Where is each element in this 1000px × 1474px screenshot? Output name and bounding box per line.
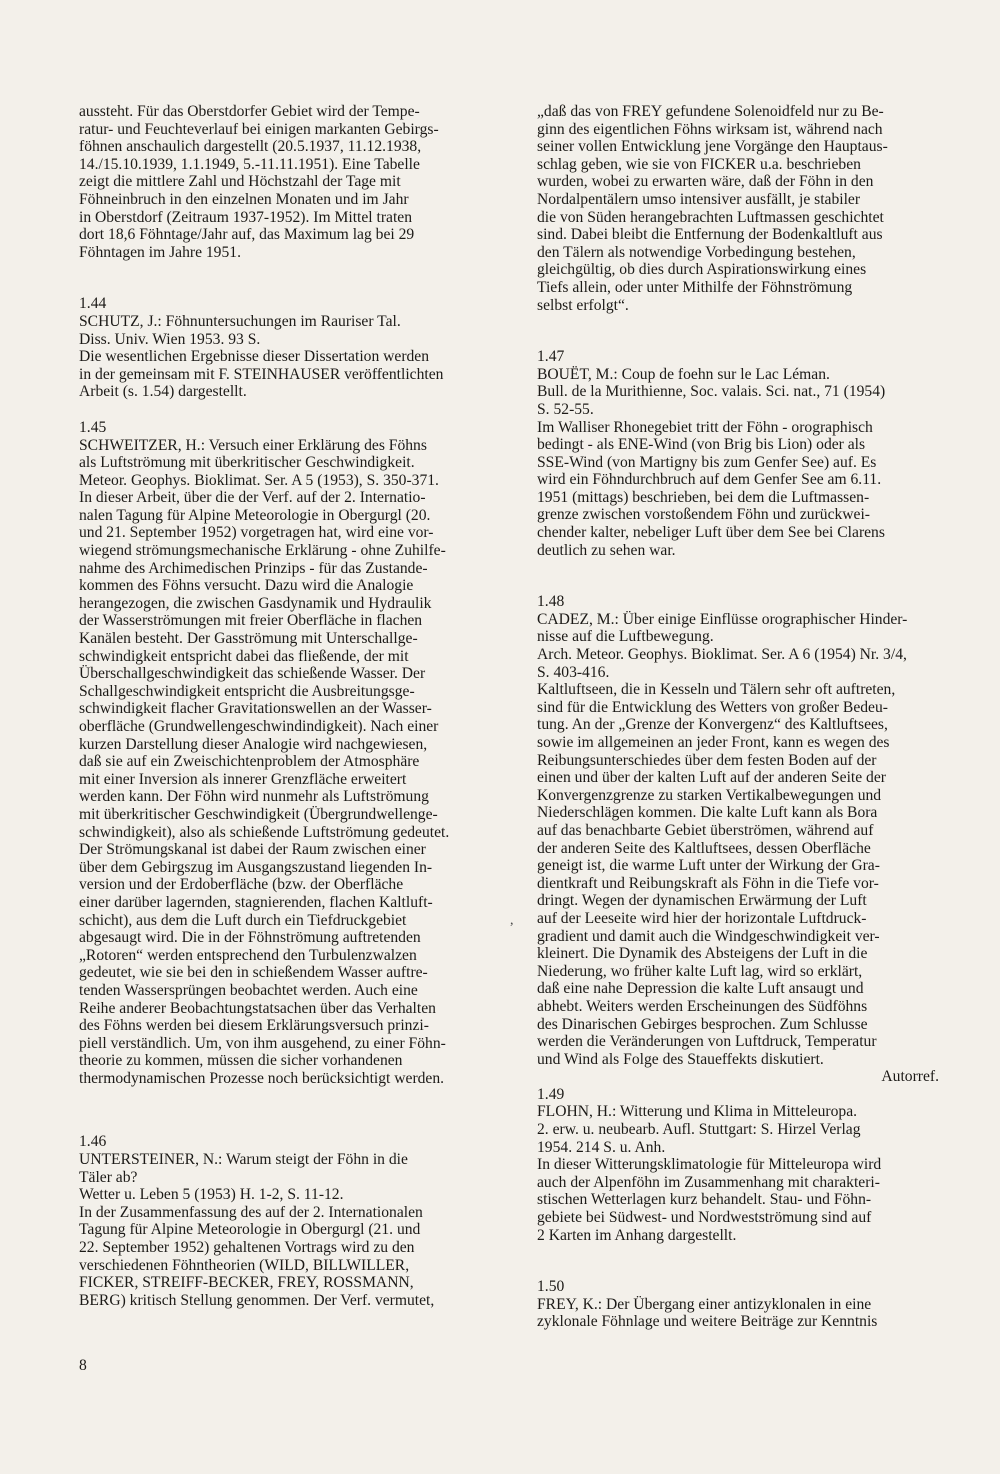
text-line: daß sie auf ein Zweischichtenproblem der Atmosphäre xyxy=(79,753,420,771)
text-line: nalen Tagung für Alpine Meteorologie in Obergurgl (20. xyxy=(79,506,431,524)
text-line: dientkraft und Reibungskraft als Föhn in die Tiefe vor- xyxy=(537,874,879,892)
text-line: einen und über der kalten Luft auf der anderen Seite der xyxy=(537,769,886,787)
text-line: Diss. Univ. Wien 1953. 93 S. xyxy=(79,330,261,348)
text-line: geneigt ist, die warme Luft unter der Wirkung der Gra- xyxy=(537,857,880,875)
text-line: FICKER, STREIFF-BECKER, FREY, ROSSMANN, xyxy=(79,1274,414,1292)
text-line: version und der Erdoberfläche (bzw. der Oberfläche xyxy=(79,876,404,894)
text-line: bedingt - als ENE-Wind (von Brig bis Lion) oder als xyxy=(537,436,866,454)
text-line: zyklonale Föhnlage und weitere Beiträge zur Kenntnis xyxy=(537,1313,878,1331)
text-line: werden die Veränderungen von Luftdruck, Temperatur xyxy=(537,1033,877,1051)
text-line: SCHUTZ, J.: Föhnuntersuchungen im Rauriser Tal. xyxy=(79,312,401,330)
text-line: UNTERSTEINER, N.: Warum steigt der Föhn in die xyxy=(79,1151,408,1169)
text-line: Nordalpentälern umso intensiver ausfällt, je stabiler xyxy=(537,190,861,208)
text-line: Im Walliser Rhonegebiet tritt der Föhn - orographisch xyxy=(537,418,873,436)
text-line: tenden Wassersprüngen beobachtet werden. Auch eine xyxy=(79,981,418,999)
text-line: abhebt. Weiters werden Erscheinungen des Südföhns xyxy=(537,997,868,1015)
text-line: Täler ab? xyxy=(79,1168,138,1186)
text-line: Tagung für Alpine Meteorologie in Obergurgl (21. und xyxy=(79,1221,421,1239)
text-line: Meteor. Geophys. Bioklimat. Ser. A 5 (1953), S. 350-371. xyxy=(79,471,439,489)
text-line: als Luftströmung mit überkritischer Geschwindigkeit. xyxy=(79,454,415,472)
text-line: dringt. Wegen der dynamischen Erwärmung der Luft xyxy=(537,892,867,910)
text-line: S. 52-55. xyxy=(537,400,594,418)
page-number: 8 xyxy=(79,1357,87,1374)
text-line: aussteht. Für das Oberstdorfer Gebiet wird der Tempe- xyxy=(79,103,420,120)
text-line: FLOHN, H.: Witterung und Klima in Mitteleuropa. xyxy=(537,1103,858,1121)
text-line: den Tälern als notwendige Vorbedingung bestehen, xyxy=(537,243,856,261)
intro-paragraph xyxy=(79,103,507,261)
entry-1-48 xyxy=(537,593,947,1068)
text-line: 14./15.10.1939, 1.1.1949, 5.-11.11.1951). Eine Tabelle xyxy=(79,155,420,173)
text-line: chender kalter, nebeliger Luft über dem See bei Clarens xyxy=(537,524,885,542)
text-line: wurden, wobei zu erwarten wäre, daß der Föhn in den xyxy=(537,173,874,191)
text-line: sowie im allgemeinen an jeder Front, kann es wegen des xyxy=(537,734,890,751)
text-line: der Wasserströmungen mit freier Oberfläche in flachen xyxy=(79,612,423,630)
text-line: In dieser Witterungsklimatologie für Mitteleuropa wird xyxy=(537,1156,882,1174)
text-line: kleinert. Die Dynamik des Absteigens der Luft in die xyxy=(537,945,868,963)
text-line: nisse auf die Luftbewegung. xyxy=(537,628,714,646)
text-line: CADEZ, M.: Über einige Einflüsse orographischer Hinder- xyxy=(537,610,908,628)
text-line: thermodynamischen Prozesse noch berücksichtigt werden. xyxy=(79,1069,445,1087)
text-line: oberfläche (Grundwellengeschwindindigkeit). Nach einer xyxy=(79,718,439,735)
text-line: nahme des Archimedischen Prinzips - für das Zustande- xyxy=(79,559,428,577)
entry-1-44 xyxy=(79,295,507,401)
entry-1-46 xyxy=(79,1133,507,1309)
text-line: Kanälen besteht. Der Gasströmung mit Unterschallge- xyxy=(79,630,418,648)
text-line: In der Zusammenfassung des auf der 2. Internationalen xyxy=(79,1203,423,1221)
text-line: 1.46 xyxy=(79,1133,107,1151)
text-line: schwindigkeit), also als schießende Luftströmung gedeutet. xyxy=(79,823,450,841)
text-line: auch der Alpenföhn im Zusammenhang mit charakteri- xyxy=(537,1173,880,1191)
text-line: 22. September 1952) gehaltenen Vortrags wird zu den xyxy=(79,1239,415,1257)
quote-paragraph xyxy=(537,103,947,314)
text-line: 1.47 xyxy=(537,348,565,366)
text-line: seiner vollen Entwicklung jene Vorgänge den Hauptaus- xyxy=(537,138,888,156)
text-line: ginn des eigentlichen Föhns wirksam ist, während nach xyxy=(537,120,883,138)
text-line: schwindigkeit flacher Gravitationswellen an der Wasser- xyxy=(79,700,432,718)
left-column xyxy=(79,103,507,1309)
text-line: und Wind als Folge des Staueffekts diskutiert. xyxy=(537,1050,824,1068)
text-line: gedeutet, wie sie bei den in schießendem Wasser auftre- xyxy=(79,964,428,982)
text-line: S. 403-416. xyxy=(537,663,610,681)
text-line: in der gemeinsam mit F. STEINHAUSER veröffentlichten xyxy=(79,365,444,383)
text-line: selbst erfolgt“. xyxy=(537,296,629,314)
text-line: Schallgeschwindigkeit entspricht die Ausbreitungsge- xyxy=(79,682,415,700)
text-line: einer darüber lagernden, stagnierenden, flachen Kaltluft- xyxy=(79,893,433,911)
text-line: sind für die Entwicklung des Wetters von großer Bedeu- xyxy=(537,698,888,716)
text-line: schicht), aus dem die Luft durch ein Tiefdruckgebiet xyxy=(79,911,407,929)
text-line: Föhntagen im Jahre 1951. xyxy=(79,243,241,261)
text-line: die von Süden herangebrachten Luftmassen geschichtet xyxy=(537,208,884,226)
text-line: auf der Leeseite wird hier der horizontale Luftdruck- xyxy=(537,909,867,927)
text-line: kommen des Föhns versucht. Dazu wird die Analogie xyxy=(79,577,414,595)
text-line: Reihe anderer Beobachtungstatsachen über das Verhalten xyxy=(79,999,436,1017)
text-line: Niederschlägen kommen. Die kalte Luft kann als Bora xyxy=(537,804,878,822)
text-line: 1.48 xyxy=(537,593,565,611)
text-line: Überschallgeschwindigkeit das schießende Wasser. Der xyxy=(79,665,426,683)
text-line: in Oberstdorf (Zeitraum 1937-1952). Im Mittel traten xyxy=(79,208,413,226)
text-line: Reibungsunterschiedes über dem festen Boden auf der xyxy=(537,751,877,769)
right-column xyxy=(537,103,947,1331)
text-line: zeigt die mittlere Zahl und Höchstzahl der Tage mit xyxy=(79,173,401,191)
text-line: mit überkritischer Geschwindigkeit (Übergrundwellenge- xyxy=(79,805,438,823)
text-line: 2 Karten im Anhang dargestellt. xyxy=(537,1226,737,1244)
text-line: schwindigkeit entspricht dabei das fließende, der mit xyxy=(79,647,409,665)
text-line: stischen Wetterlagen kurz behandelt. Stau- und Föhn- xyxy=(537,1191,872,1209)
text-line: wird ein Föhndurchbruch auf dem Genfer See am 6.11. xyxy=(537,471,882,489)
entry-1-47 xyxy=(537,348,947,559)
text-line: In dieser Arbeit, über die der Verf. auf der 2. Internatio- xyxy=(79,489,426,507)
text-line: über dem Gebirgszug im Ausgangszustand liegenden In- xyxy=(79,858,433,876)
text-line: gebiete bei Südwest- und Nordwestströmung sind auf xyxy=(537,1209,872,1227)
text-line: werden kann. Der Föhn wird nunmehr als Luftströmung xyxy=(79,788,429,806)
text-line: gradient und damit auch die Windgeschwindigkeit ver- xyxy=(537,927,880,945)
text-line: SCHWEITZER, H.: Versuch einer Erklärung des Föhns xyxy=(79,436,427,454)
text-line: Tiefs allein, oder unter Mithilfe der Föhnströmung xyxy=(537,278,853,296)
text-line: wiegend strömungsmechanische Erklärung - ohne Zuhilfe- xyxy=(79,542,446,560)
entry-1-50 xyxy=(537,1278,947,1331)
text-line: kurzen Darstellung dieser Analogie wird nachgewiesen, xyxy=(79,735,428,753)
text-line: theorie zu kommen, müssen die sicher vorhandenen xyxy=(79,1052,403,1070)
text-line: der anderen Seite des Kaltluftsees, dessen Oberfläche xyxy=(537,839,871,857)
text-line: 1951 (mittags) beschrieben, bei dem die Luftmassen- xyxy=(537,488,870,506)
text-line: Wetter u. Leben 5 (1953) H. 1-2, S. 11-12. xyxy=(79,1186,344,1204)
text-line: deutlich zu sehen war. xyxy=(537,541,676,559)
text-line: gleichgültig, ob dies durch Aspirationswirkung eines xyxy=(537,261,867,279)
text-line: des Föhns werden bei diesem Erklärungsversuch prinzi- xyxy=(79,1017,429,1035)
text-line: „daß das von FREY gefundene Solenoidfeld nur zu Be- xyxy=(537,103,884,120)
text-line: 1.50 xyxy=(537,1278,565,1296)
text-line: Die wesentlichen Ergebnisse dieser Dissertation werden xyxy=(79,348,430,366)
text-line: auf das benachbarte Gebiet überströmen, während auf xyxy=(537,821,874,839)
text-line: abgesaugt wird. Die in der Föhnströmung auftretenden xyxy=(79,929,421,947)
text-line: des Dinarischen Gebirges besprochen. Zum Schlusse xyxy=(537,1015,868,1033)
text-line: Arch. Meteor. Geophys. Bioklimat. Ser. A 6 (1954) Nr. 3/4, xyxy=(537,646,907,664)
text-line: und 21. September 1952) vorgetragen hat, wird eine vor- xyxy=(79,524,434,542)
text-line: Kaltluftseen, die in Kesseln und Tälern sehr oft auftreten, xyxy=(537,681,896,699)
text-line: tung. An der „Grenze der Konvergenz“ des Kaltluftsees, xyxy=(537,716,888,734)
text-line: 1954. 214 S. u. Anh. xyxy=(537,1138,666,1156)
text-line: grenze zwischen vorstoßendem Föhn und zurückwei- xyxy=(537,506,870,524)
entry-1-45 xyxy=(79,419,507,1088)
text-line: mit einer Inversion als innerer Grenzfläche erweitert xyxy=(79,770,407,788)
text-line: Niederung, wo früher kalte Luft lag, wird so erklärt, xyxy=(537,962,863,980)
text-line: FREY, K.: Der Übergang einer antizyklonalen in eine xyxy=(537,1295,872,1313)
text-line: Föhneinbruch in den einzelnen Monaten und im Jahr xyxy=(79,190,409,208)
text-line: 2. erw. u. neubearb. Aufl. Stuttgart: S. Hirzel Verlag xyxy=(537,1121,861,1139)
text-line: BERG) kritisch Stellung genommen. Der Verf. vermutet, xyxy=(79,1291,435,1309)
text-line: ratur- und Feuchteverlauf bei einigen markanten Gebirgs- xyxy=(79,120,439,138)
text-line: verschiedenen Föhntheorien (WILD, BILLWILLER, xyxy=(79,1256,410,1274)
text-line: 1.45 xyxy=(79,418,107,436)
author-signature: Autorref. xyxy=(881,1068,939,1086)
stray-mark: , xyxy=(510,913,514,928)
text-line: sind. Dabei bleibt die Entfernung der Bodenkaltluft aus xyxy=(537,226,883,244)
text-line: 1.49 xyxy=(537,1085,565,1103)
text-line: Arbeit (s. 1.54) dargestellt. xyxy=(79,383,247,401)
text-line: herangezogen, die zwischen Gasdynamik und Hydraulik xyxy=(79,594,432,612)
text-line: 1.44 xyxy=(79,295,107,313)
text-line: „Rotoren“ werden entsprechend den Turbulenzwalzen xyxy=(79,946,417,964)
text-line: BOUËT, M.: Coup de foehn sur le Lac Léman. xyxy=(537,365,830,383)
text-line: daß eine nahe Depression die kalte Luft ansaugt und xyxy=(537,980,864,998)
text-line: dort 18,6 Föhntage/Jahr auf, das Maximum lag bei 29 xyxy=(79,226,415,244)
text-line: Konvergenzgrenze zu starken Vertikalbewegungen und xyxy=(537,786,882,804)
text-line: SSE-Wind (von Martigny bis zum Genfer See) auf. Es xyxy=(537,453,877,471)
text-line: Bull. de la Murithienne, Soc. valais. Sci. nat., 71 (1954) xyxy=(537,383,886,401)
text-line: piell verständlich. Um, von ihm ausgehend, zu einer Föhn- xyxy=(79,1034,446,1052)
text-line: Der Strömungskanal ist dabei der Raum zwischen einer xyxy=(79,841,426,859)
entry-1-49 xyxy=(537,1086,947,1244)
text-line: föhnen anschaulich dargestellt (20.5.1937, 11.12.1938, xyxy=(79,138,422,156)
text-line: schlag geben, wie sie von FICKER u.a. beschrieben xyxy=(537,155,861,173)
